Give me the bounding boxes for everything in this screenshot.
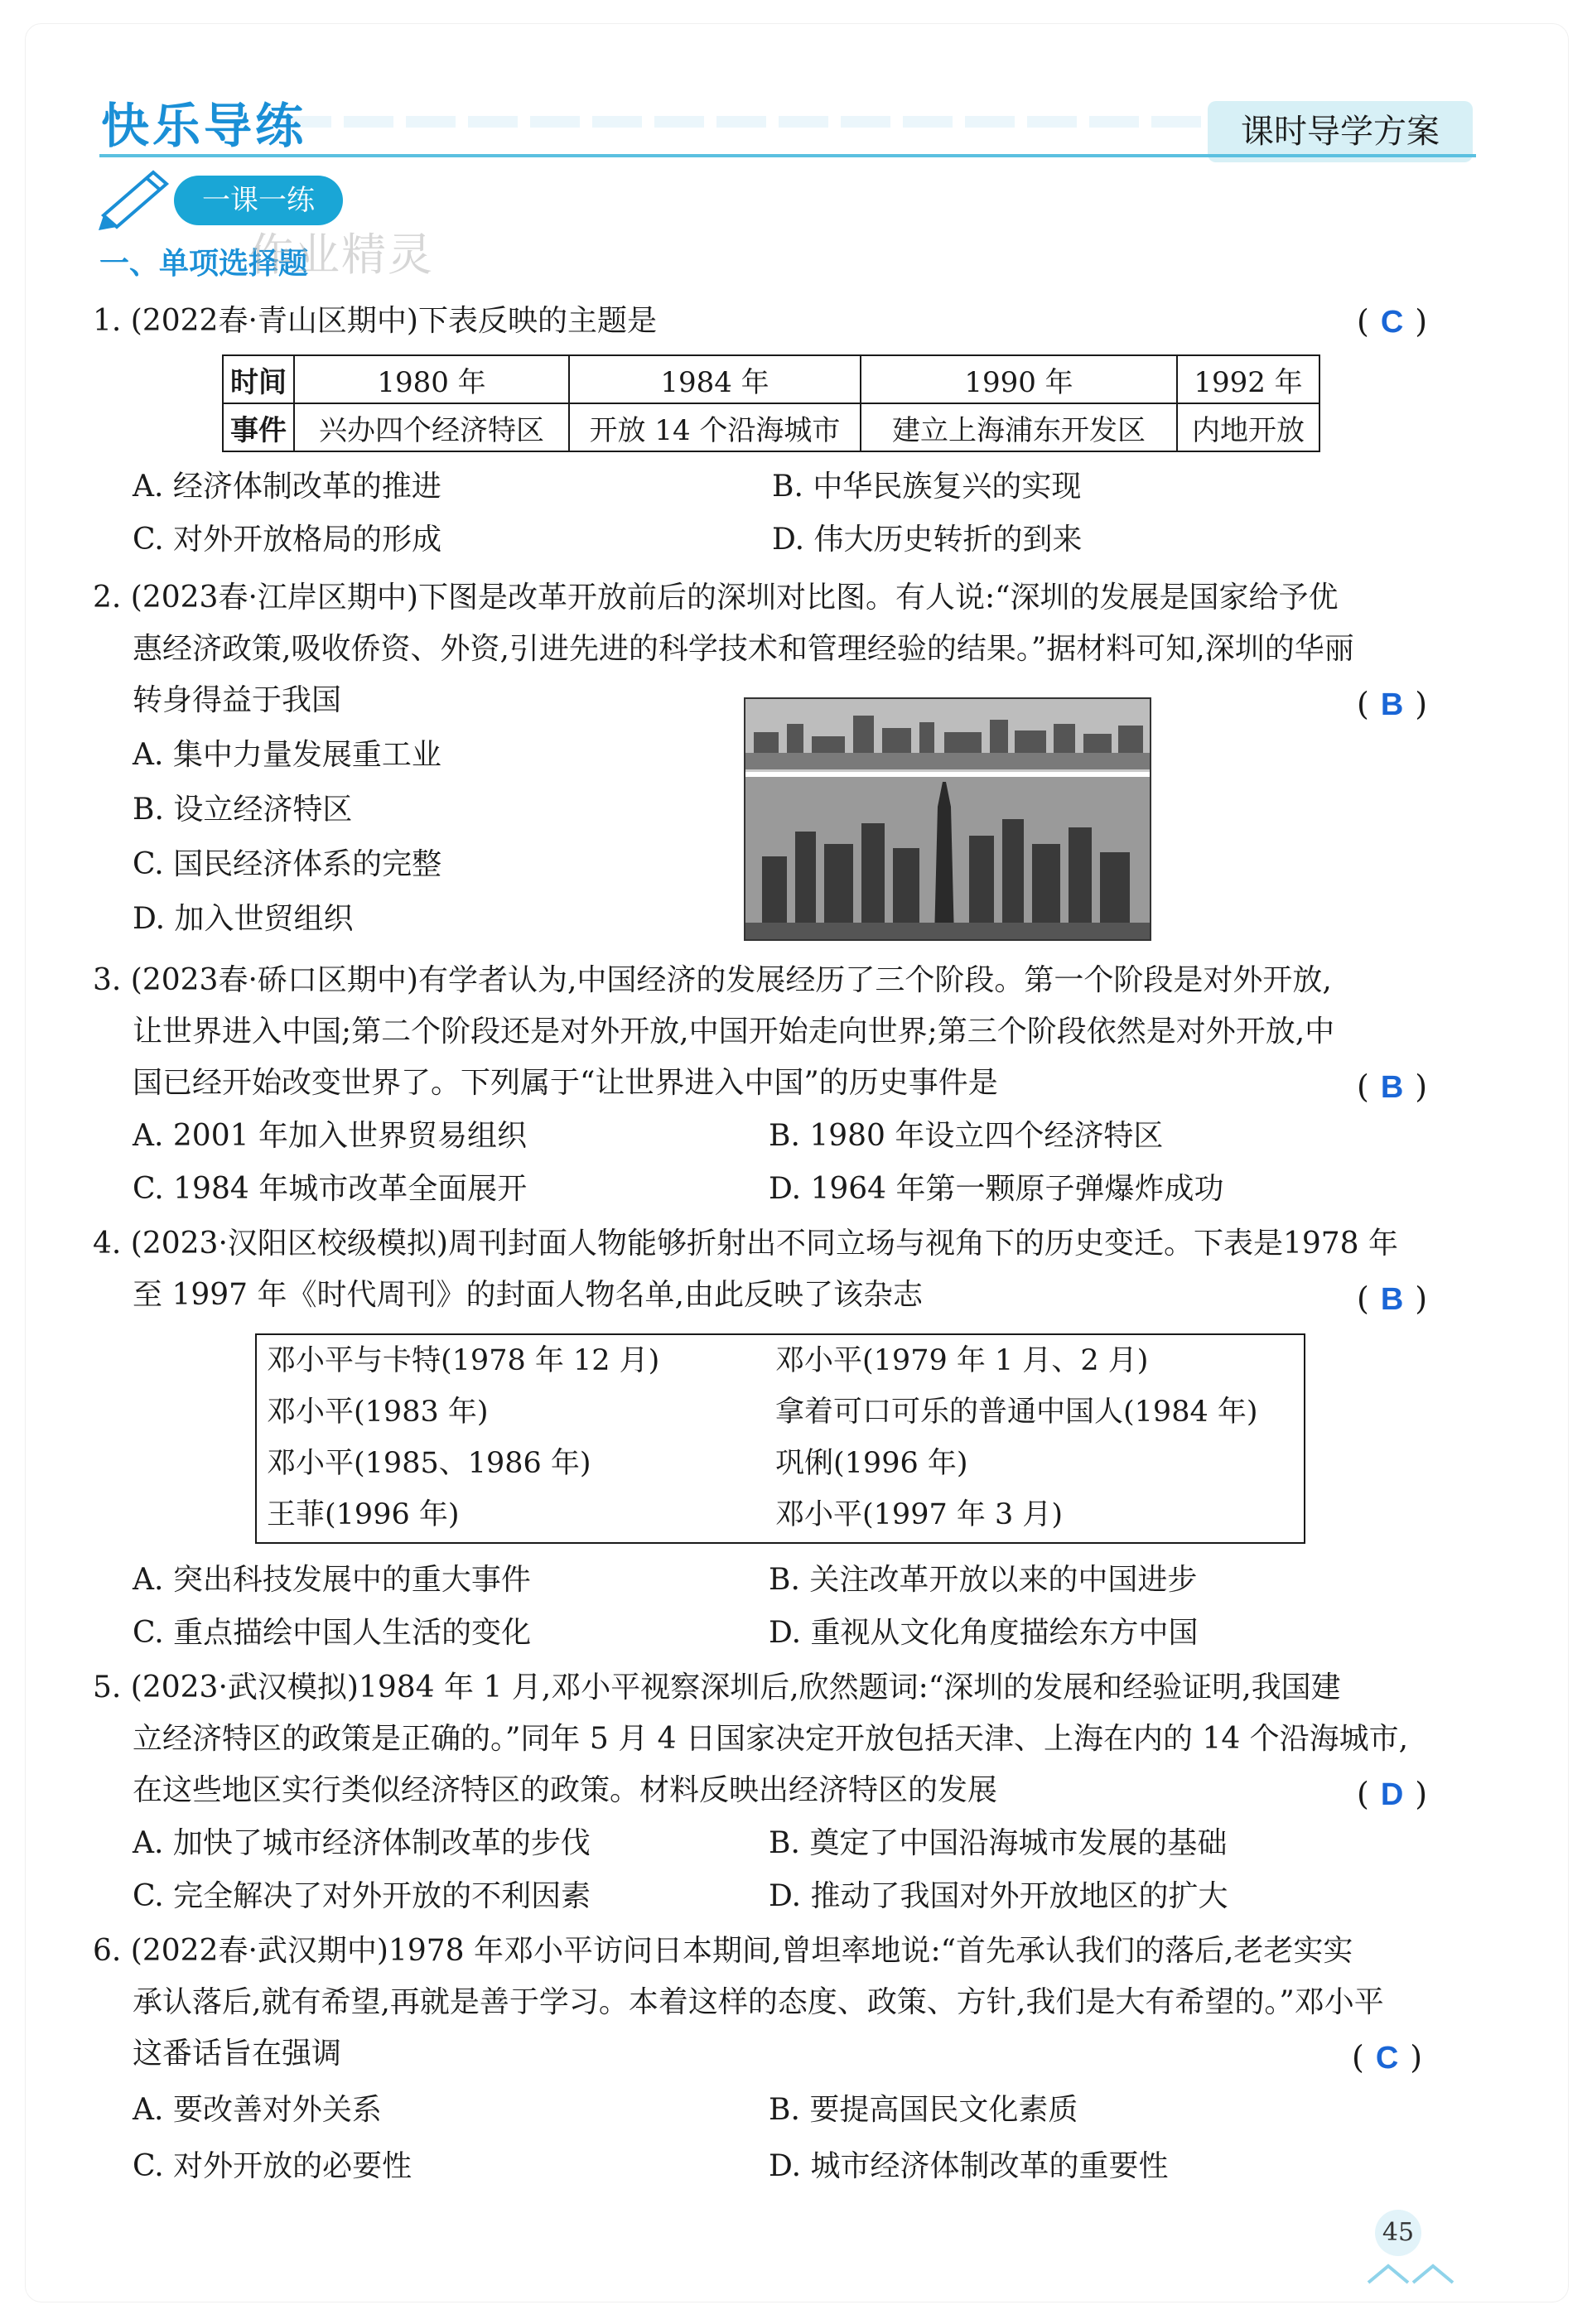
question-1-stem: 1. (2022春·青山区期中)下表反映的主题是 [93, 304, 657, 338]
table-cell: 建立上海浦东开发区 [861, 403, 1177, 451]
option-c: C. 完全解决了对外开放的不利因素 [133, 1879, 591, 1913]
question-3-stem: 国已经开始改变世界了。下列属于“让世界进入中国”的历史事件是 [133, 1066, 998, 1100]
option-b: B. 奠定了中国沿海城市发展的基础 [769, 1826, 1228, 1860]
question-1-answer: ( C ) [1357, 303, 1428, 340]
option-b: B. 设立经济特区 [133, 793, 353, 827]
question-4-table [255, 1333, 1305, 1544]
option-d: D. 伟大历史转折的到来 [772, 523, 1083, 557]
question-5-stem: 立经济特区的政策是正确的。”同年 5 月 4 日国家决定开放包括天津、上海在内的 14 个沿海城市, [133, 1722, 1409, 1756]
option-a: A. 集中力量发展重工业 [133, 738, 441, 772]
pencil-icon [95, 166, 178, 232]
lesson-tag: 课时导学方案 [1208, 101, 1473, 162]
table-cell: 邓小平(1997 年 3 月) [775, 1498, 1064, 1531]
question-4-answer: ( B ) [1357, 1280, 1428, 1317]
table-cell: 1992 年 [1177, 355, 1319, 403]
option-d: D. 推动了我国对外开放地区的扩大 [769, 1879, 1228, 1913]
table-cell: 兴办四个经济特区 [294, 403, 569, 451]
option-c: C. 对外开放的必要性 [133, 2149, 412, 2183]
question-4-stem: 至 1997 年《时代周刊》的封面人物名单,由此反映了该杂志 [133, 1278, 923, 1312]
question-6-answer: ( C ) [1352, 2039, 1423, 2076]
table-cell: 1984 年 [569, 355, 861, 403]
option-b: B. 要提高国民文化素质 [769, 2093, 1078, 2127]
option-b: B. 中华民族复兴的实现 [772, 470, 1082, 504]
table-cell: 邓小平与卡特(1978 年 12 月) [267, 1344, 660, 1377]
table-cell: 1990 年 [861, 355, 1177, 403]
option-c: C. 1984 年城市改革全面展开 [133, 1172, 528, 1206]
table-cell: 拿着可口可乐的普通中国人(1984 年) [775, 1396, 1258, 1429]
table-cell: 邓小平(1979 年 1 月、2 月) [775, 1344, 1149, 1377]
option-a: A. 突出科技发展中的重大事件 [133, 1563, 531, 1597]
question-6-stem: 这番话旨在强调 [133, 2037, 342, 2071]
page-number: 45 [1375, 2210, 1421, 2256]
question-3-stem: 让世界进入中国;第二个阶段还是对外开放,中国开始走向世界;第三个阶段依然是对外开放,中 [133, 1015, 1335, 1049]
chevron-decoration-icon [1365, 2258, 1456, 2288]
option-c: C. 重点描绘中国人生活的变化 [133, 1616, 532, 1650]
question-6-stem: 6. (2022春·武汉期中)1978 年邓小平访问日本期间,曾坦率地说:“首先承认我们的落后,老老实实 [93, 1934, 1353, 1968]
table-cell: 邓小平(1983 年) [267, 1396, 489, 1429]
option-d: D. 城市经济体制改革的重要性 [769, 2149, 1169, 2183]
table-cell: 开放 14 个沿海城市 [569, 403, 861, 451]
question-2-answer: ( B ) [1357, 686, 1428, 722]
question-5-stem: 在这些地区实行类似经济特区的政策。材料反映出经济特区的发展 [133, 1773, 998, 1807]
option-c: C. 对外开放格局的形成 [133, 523, 442, 557]
option-a: A. 加快了城市经济体制改革的步伐 [133, 1826, 591, 1860]
brand-logo: 快乐导练 [101, 98, 307, 154]
table-cell: 1980 年 [294, 355, 569, 403]
question-1-table [222, 354, 1320, 452]
option-d: D. 1964 年第一颗原子弹爆炸成功 [769, 1172, 1224, 1206]
table-cell: 内地开放 [1177, 403, 1319, 451]
header-rule [99, 154, 1476, 157]
option-a: A. 要改善对外关系 [133, 2093, 382, 2127]
question-2-stem: 转身得益于我国 [133, 683, 342, 717]
question-2-stem: 惠经济政策,吸收侨资、外资,引进先进的科学技术和管理经验的结果。”据材料可知,深圳的华丽 [133, 632, 1354, 666]
table-header-cell: 事件 [223, 403, 294, 451]
question-4-stem: 4. (2023·汉阳区校级模拟)周刊封面人物能够折射出不同立场与视角下的历史变迁。下表是1978 年 [93, 1227, 1399, 1261]
section-title: 一、单项选择题 [99, 247, 309, 281]
table-cell: 邓小平(1985、1986 年) [267, 1447, 591, 1480]
table-cell: 巩俐(1996 年) [775, 1447, 968, 1480]
question-3-stem: 3. (2023春·硚口区期中)有学者认为,中国经济的发展经历了三个阶段。第一个阶段是对外开放, [93, 963, 1332, 997]
question-5-answer: ( D ) [1357, 1776, 1428, 1812]
watermark: 作业精灵 [248, 229, 434, 281]
shenzhen-comparison-photo [744, 697, 1151, 941]
header-decoration [282, 116, 1209, 128]
option-b: B. 关注改革开放以来的中国进步 [769, 1563, 1198, 1597]
option-a: A. 2001 年加入世界贸易组织 [133, 1119, 527, 1153]
table-cell: 王菲(1996 年) [267, 1498, 460, 1531]
option-d: D. 加入世贸组织 [133, 902, 354, 936]
question-5-stem: 5. (2023·武汉模拟)1984 年 1 月,邓小平视察深圳后,欣然题词:“深圳的发展和经验证明,我国建 [93, 1671, 1341, 1704]
question-3-answer: ( B ) [1357, 1068, 1428, 1105]
question-2-stem: 2. (2023春·江岸区期中)下图是改革开放前后的深圳对比图。有人说:“深圳的发展是国家给予优 [93, 581, 1339, 615]
option-b: B. 1980 年设立四个经济特区 [769, 1119, 1164, 1153]
table-header-cell: 时间 [223, 355, 294, 403]
option-d: D. 重视从文化角度描绘东方中国 [769, 1616, 1199, 1650]
option-c: C. 国民经济体系的完整 [133, 847, 442, 881]
section-pill: 一课一练 [174, 176, 343, 225]
option-a: A. 经济体制改革的推进 [133, 470, 441, 504]
question-6-stem: 承认落后,就有希望,再就是善于学习。本着这样的态度、政策、方针,我们是大有希望的。”邓小平 [133, 1985, 1384, 2019]
